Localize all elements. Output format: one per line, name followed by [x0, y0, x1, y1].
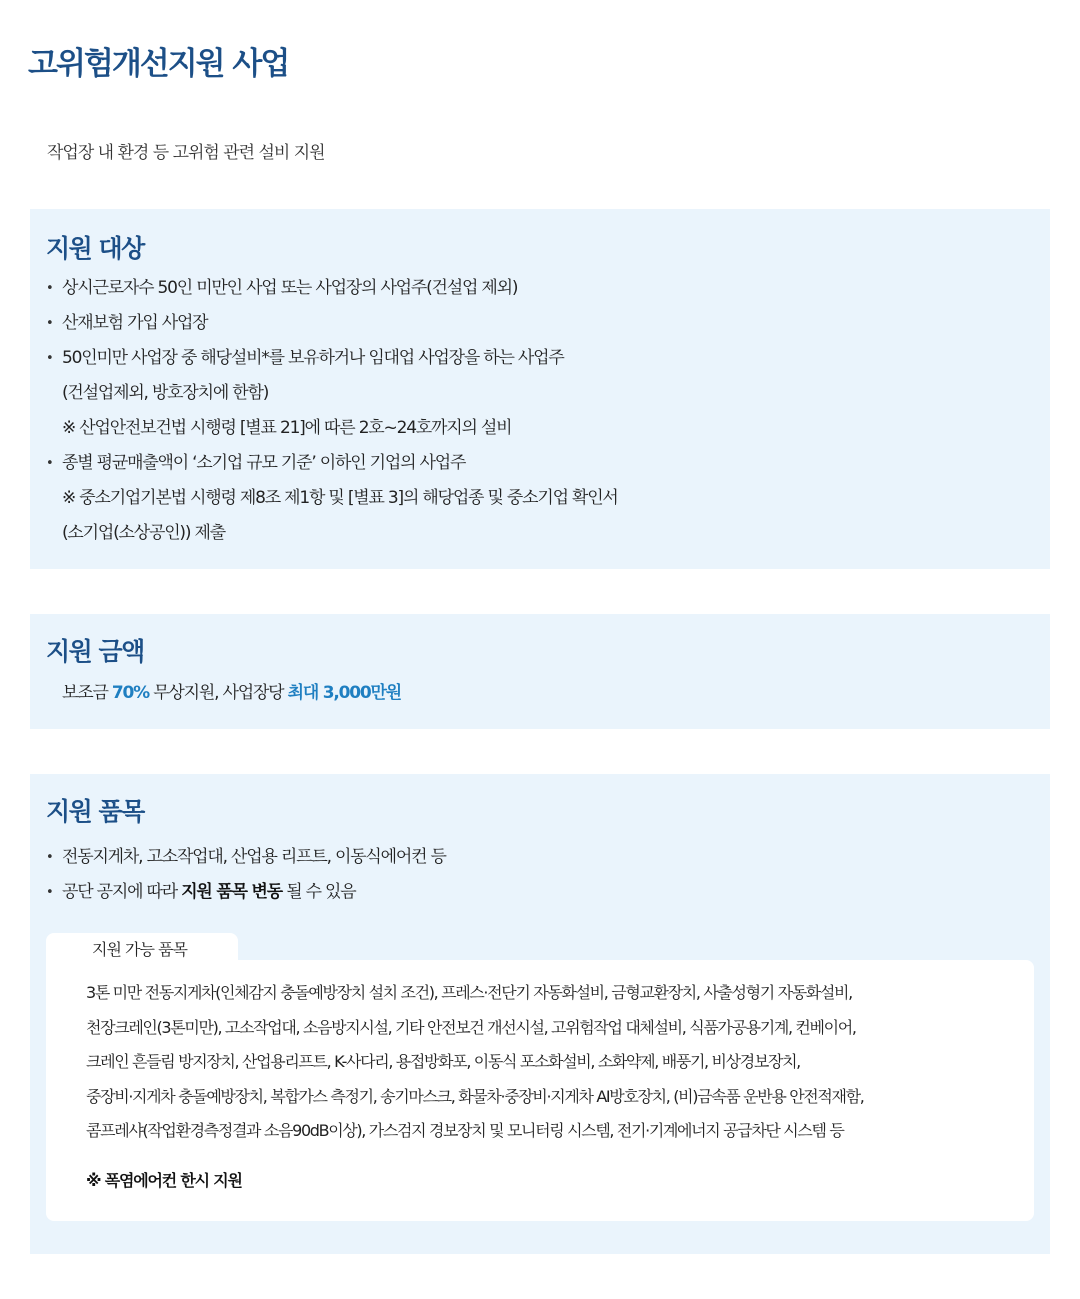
available-items-line: 콤프레샤(작업환경측정결과 소음90dB이상), 가스검지 경보장치 및 모니터링 시스템, 전기·기계에너지 공급차단 시스템 등 — [86, 1121, 844, 1140]
list-item-note: ※ 산업안전보건법 시행령 [별표 21]에 따른 2호~24호까지의 설비 — [62, 418, 512, 438]
available-items-line: 중장비·지게차 충돌예방장치, 복합가스 측정기, 송기마스크, 화물차·중장비·지게차 AI방호장치, (비)금속품 운반용 안전적재함, — [86, 1086, 864, 1106]
list-item-continuation: (소기업(소상공인)) 제출 — [62, 523, 225, 543]
page-subtitle: 작업장 내 환경 등 고위험 관련 설비 지원 — [47, 143, 325, 163]
available-items-line: 천장크레인(3톤미만), 고소작업대, 소음방지시설, 기타 안전보건 개선시설, 고위험작업 대체설비, 식품가공용기계, 컨베이어, — [86, 1017, 856, 1037]
list-item — [46, 875, 1034, 910]
support-amount-panel — [30, 614, 1050, 729]
item-note-strong: 지원 품목 변동 — [181, 882, 282, 902]
item-note-prefix: 공단 공지에 따라 — [62, 882, 177, 902]
heatwave-aircon-note: ※ 폭염에어컨 한시 지원 — [86, 1171, 242, 1190]
support-target-panel — [30, 209, 1050, 569]
support-target-list — [46, 271, 1034, 551]
amount-middle: 무상지원, 사업장당 — [153, 683, 284, 703]
list-item: • 종별 평균매출액이 ‘소기업 규모 기준’ 이하인 기업의 사업주 — [46, 446, 1034, 481]
support-target-heading: 지원 대상 — [46, 234, 144, 263]
amount-rate: 70% — [111, 683, 149, 703]
list-item-note: ※ 중소기업기본법 시행령 제8조 제1항 및 [별표 3]의 해당업종 및 중소기업 확인서 — [62, 488, 618, 508]
list-item: • 50인미만 사업장 중 해당설비*를 보유하거나 임대업 사업장을 하는 사업주 — [46, 341, 1034, 376]
support-items-heading: 지원 품목 — [46, 797, 144, 826]
available-items-line: 크레인 흔들림 방지장치, 산업용리프트, K-사다리, 용접방화포, 이동식 포소화설비, 소화약제, 배풍기, 비상경보장치, — [86, 1052, 800, 1071]
available-items-text — [86, 976, 863, 1149]
support-items-list — [46, 840, 1034, 910]
item-note-suffix: 될 수 있음 — [286, 882, 356, 902]
available-items-card — [46, 960, 1034, 1221]
page-title: 고위험개선지원 사업 — [28, 46, 289, 82]
amount-prefix: 보조금 — [62, 683, 108, 703]
support-amount-heading: 지원 금액 — [46, 637, 144, 666]
available-items-line: 3톤 미만 전동지게차(인체감지 충돌예방장치 설치 조건), 프레스·전단기 자동화설비, 금형교환장치, 사출성형기 자동화설비, — [86, 983, 852, 1002]
amount-max: 최대 3,000만원 — [287, 683, 401, 703]
support-items-panel — [30, 774, 1050, 1254]
available-items-tab: 지원 가능 품목 — [46, 933, 238, 967]
list-item: • 상시근로자수 50인 미만인 사업 또는 사업장의 사업주(건설업 제외) — [46, 271, 1034, 306]
list-item: • 산재보험 가입 사업장 — [46, 306, 1034, 341]
list-item-continuation: (건설업제외, 방호장치에 한함) — [62, 383, 269, 403]
list-item: • 전동지게차, 고소작업대, 산업용 리프트, 이동식에어컨 등 — [46, 840, 1034, 875]
support-amount-text — [62, 678, 401, 703]
